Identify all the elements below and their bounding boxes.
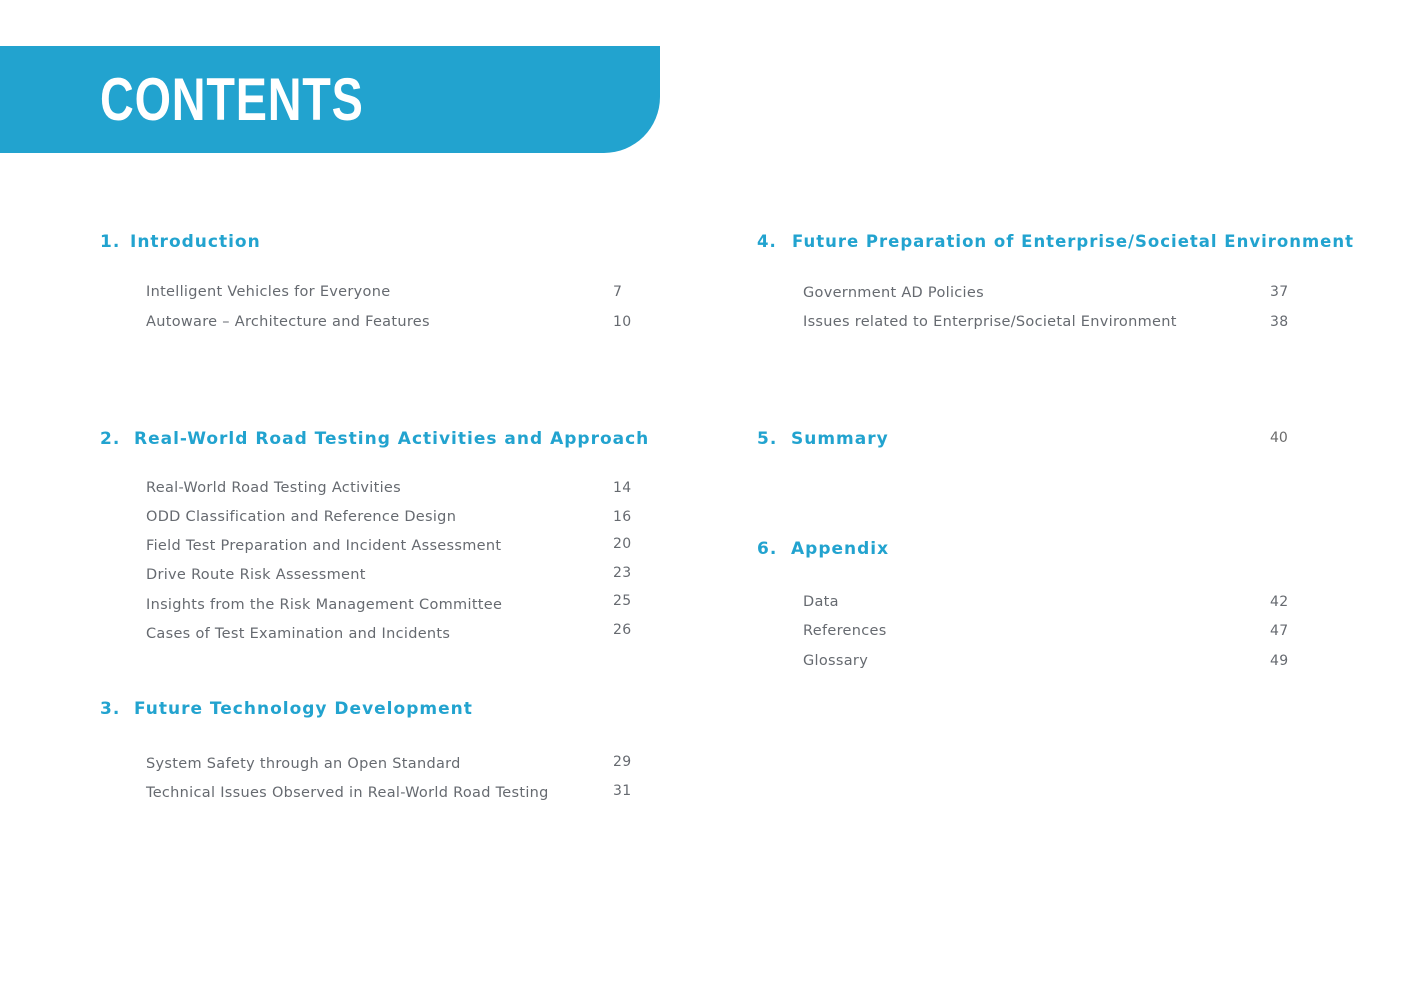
entry-page: 14	[613, 480, 632, 496]
entry-label: Glossary	[803, 653, 869, 669]
entry-label: Government AD Policies	[803, 285, 984, 301]
entry-page: 42	[1270, 594, 1289, 610]
entry-label: Field Test Preparation and Incident Assessment	[146, 538, 502, 554]
entry-label: Autoware – Architecture and Features	[146, 314, 430, 330]
section-title: Real-World Road Testing Activities and Approach	[134, 429, 650, 449]
entry-label: Cases of Test Examination and Incidents	[146, 626, 451, 642]
entry-label: References	[803, 623, 887, 639]
entry-page: 37	[1270, 284, 1289, 300]
section-heading[interactable]	[757, 539, 889, 559]
entry-page: 38	[1270, 314, 1289, 330]
section-number: 3.	[100, 699, 121, 719]
entry-page: 20	[613, 536, 632, 552]
section-number: 4.	[757, 232, 777, 251]
entry-label: Intelligent Vehicles for Everyone	[146, 284, 391, 300]
entry-page: 23	[613, 565, 632, 581]
entry-page: 29	[613, 754, 632, 770]
section-number: 2.	[100, 429, 121, 449]
section-number: 6.	[757, 539, 778, 559]
section-title: Introduction	[130, 232, 261, 252]
entry-label: System Safety through an Open Standard	[146, 756, 461, 772]
section-heading[interactable]	[100, 699, 473, 719]
section-title: Appendix	[791, 539, 890, 559]
entry-page: 25	[613, 593, 632, 609]
page-title: CONTENTS	[100, 66, 364, 133]
entry-page: 10	[613, 314, 632, 330]
section-heading[interactable]	[757, 429, 889, 449]
entry-label: Drive Route Risk Assessment	[146, 567, 366, 583]
section-page: 40	[1270, 430, 1288, 446]
section-heading[interactable]	[100, 232, 261, 252]
section-number: 1.	[100, 232, 121, 252]
section-title: Future Preparation of Enterprise/Societal Environment	[792, 232, 1354, 251]
entry-label: Technical Issues Observed in Real-World Road Testing	[146, 785, 549, 801]
section-heading[interactable]	[757, 232, 1354, 251]
entry-label: Insights from the Risk Management Committee	[146, 597, 503, 613]
section-heading[interactable]	[100, 429, 649, 449]
section-number: 5.	[757, 429, 778, 449]
entry-page: 49	[1270, 653, 1289, 669]
entry-label: Issues related to Enterprise/Societal Environment	[803, 314, 1177, 330]
entry-page: 7	[613, 284, 623, 300]
section-title: Future Technology Development	[134, 699, 473, 719]
entry-page: 26	[613, 622, 632, 638]
entry-label: Real-World Road Testing Activities	[146, 480, 401, 496]
entry-label: ODD Classification and Reference Design	[146, 509, 457, 525]
entry-label: Data	[803, 594, 839, 610]
entry-page: 16	[613, 509, 632, 525]
section-title: Summary	[791, 429, 889, 449]
entry-page: 47	[1270, 623, 1289, 639]
entry-page: 31	[613, 783, 632, 799]
